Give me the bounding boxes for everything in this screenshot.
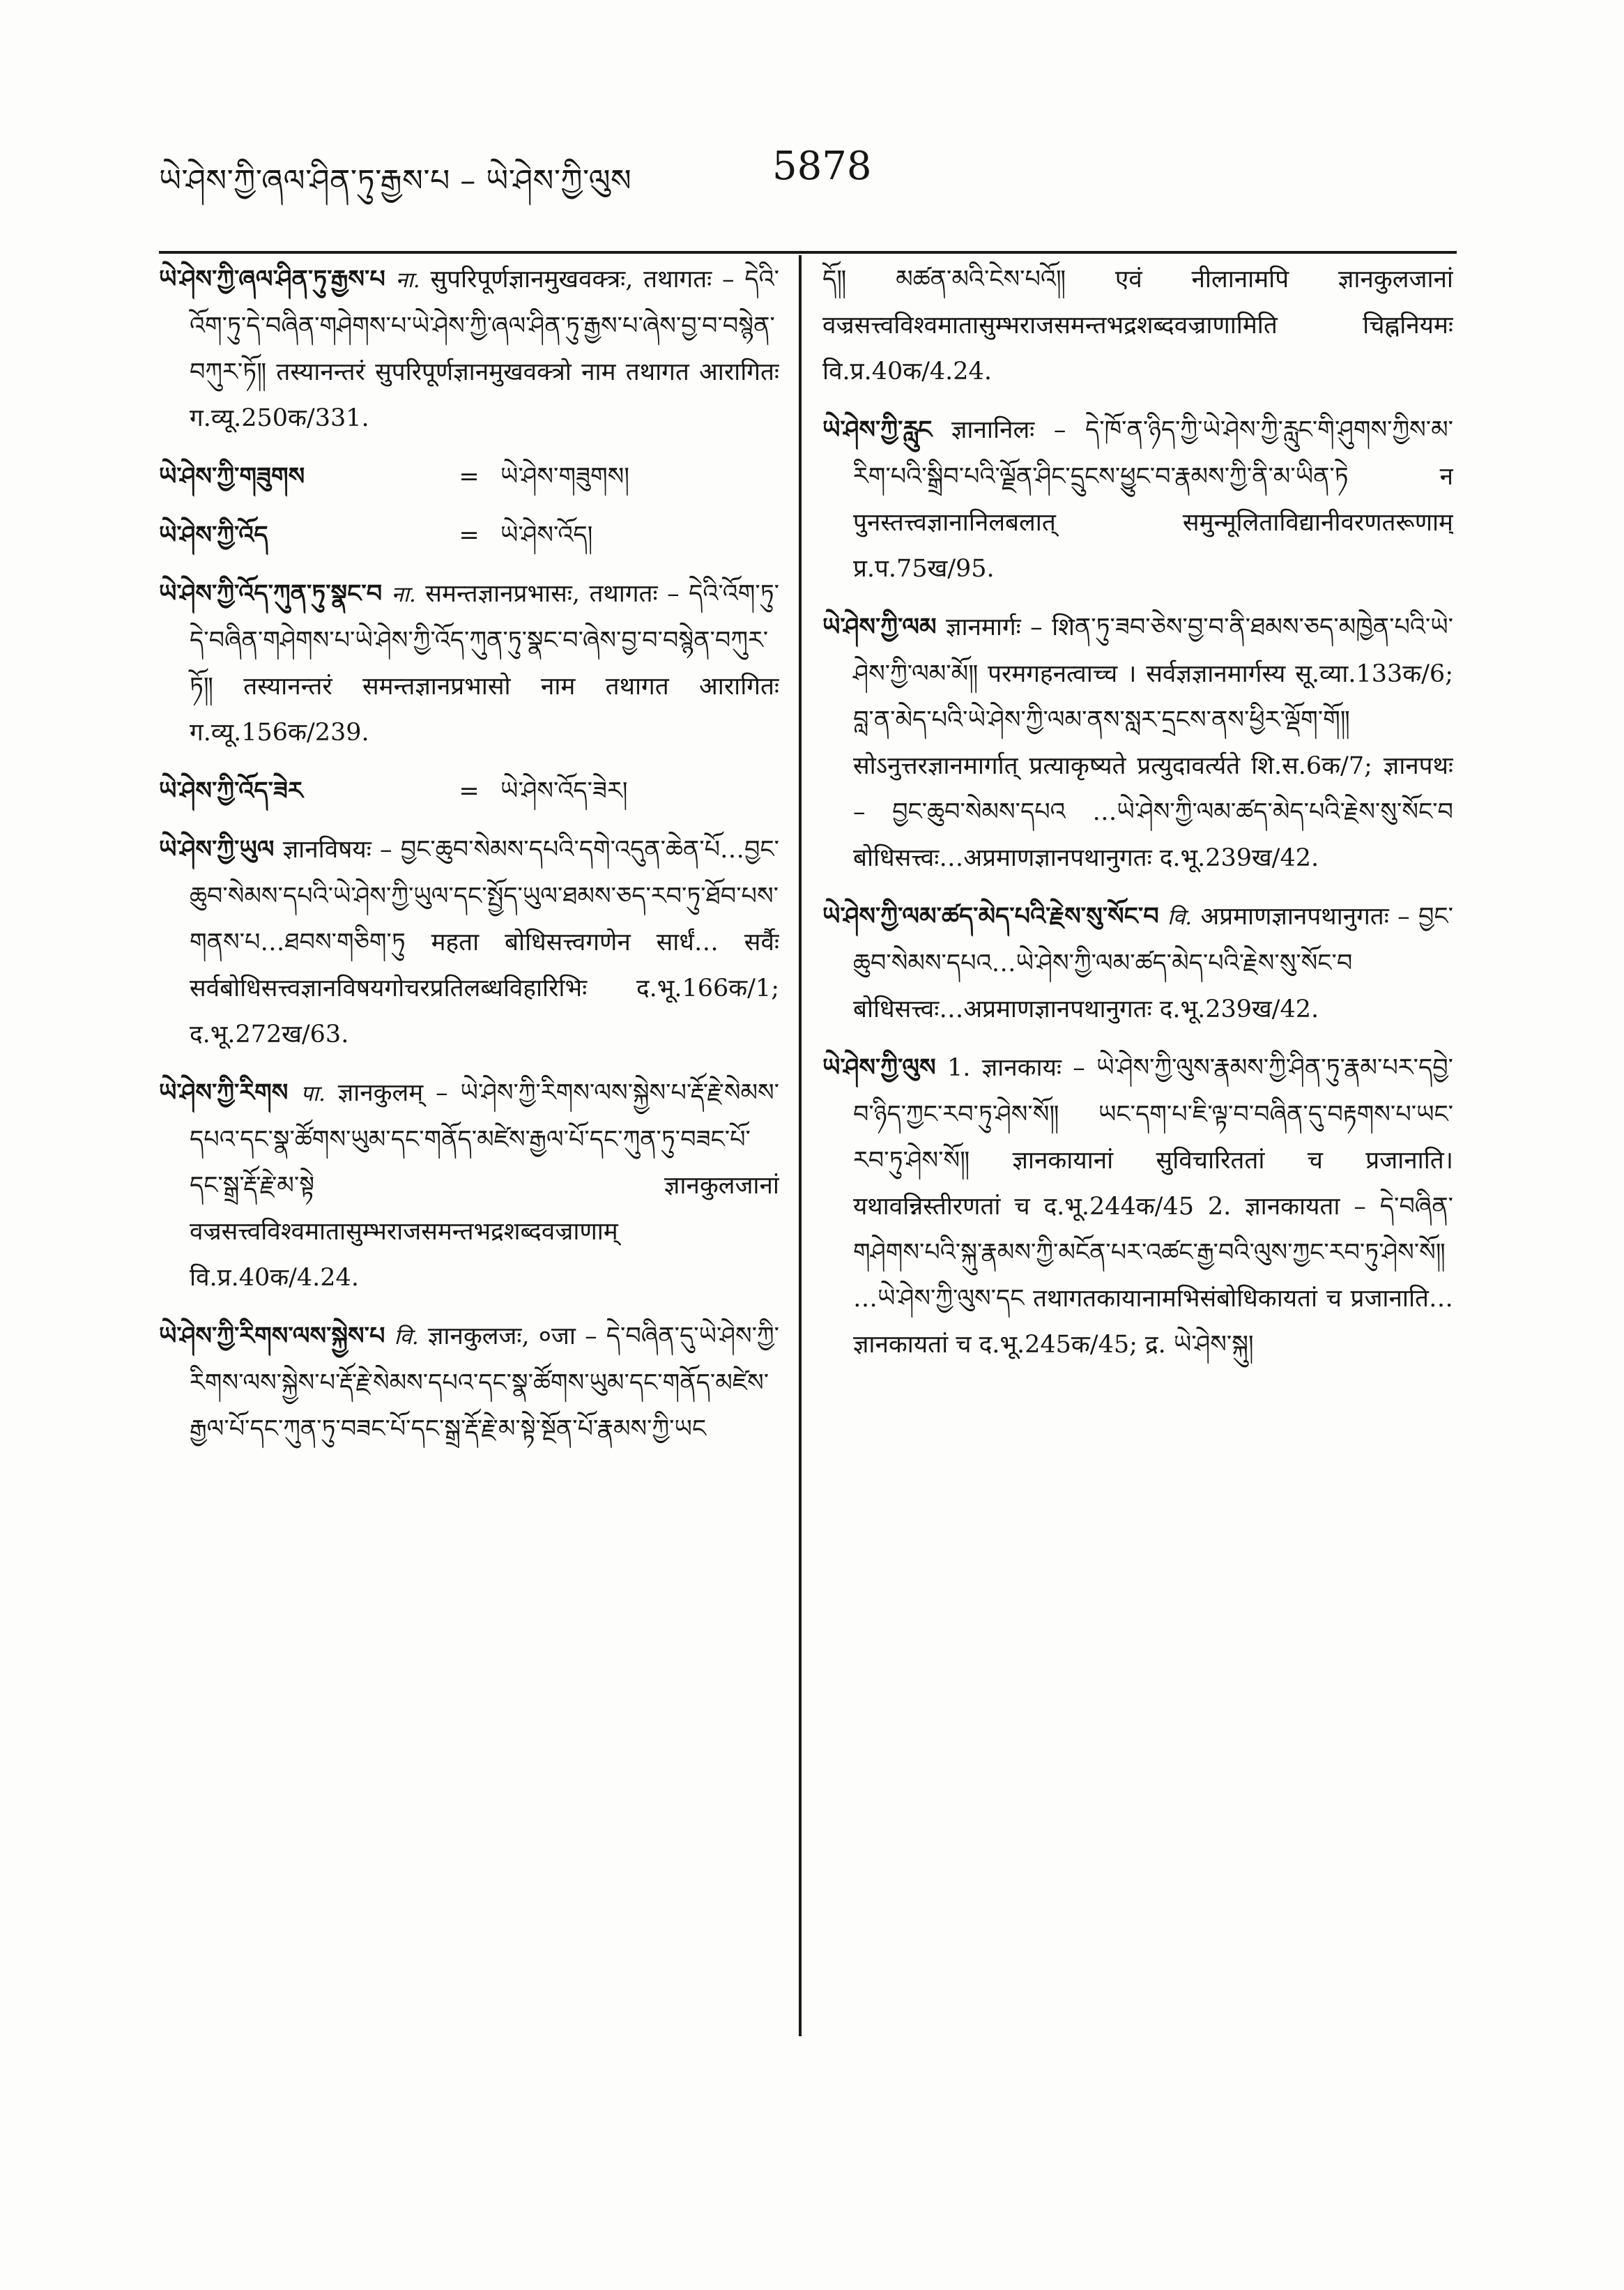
entry-headword: ཡེ་ཤེས་ཀྱི་འོད: [159, 521, 268, 549]
entry-body: सुपरिपूर्णज्ञानमुखवक्त्रः, तथागतः – དེའི་འོག་ཏུ་དེ་བཞིན་གཤེགས་པ་ཡེ་ཤེས་ཀྱི་ཞལ་ཤིན་ཏུ་རྒྱས་པ་ཞེས་བྱ་བ་བསྙེན་བཀུར་ཏོ༎ तस्यानन्तरं सुपरिपूर्णज्ञानमुखवक्त्रो नाम तथागत आरागितः ग.व्यू.250क/331.: [190, 266, 779, 432]
entry-headword: ཡེ་ཤེས་ཀྱི་ལམ: [822, 613, 937, 641]
dictionary-entry: [822, 604, 1453, 881]
entry-headword: ཡེ་ཤེས་ཀྱི་འོད་ཟེར: [159, 777, 303, 805]
entry-body: ज्ञानमार्गः – शिན་ཏུ་ཟབ་ཅེས་བྱ་བ་ནི་ཐམས་ཅད་མཁྱེན་པའི་ཡེ་ཤེས་ཀྱི་ལམ་མོ༎ परमगहनत्वाच्च । सर्वज्ञज्ञानमार्गस्य सू.व्या.133क/6; བླ་ན་མེད་པའི་ཡེ་ཤེས་ཀྱི་ལམ་ནས་སླར་དྲངས་ནས་ཕྱིར་ལྡོག་གོ༎ सोऽनुत्तरज्ञानमार्गात् प्रत्याकृष्यते प्रत्युदावर्त्यते शि.स.6क/7; ज्ञानपथः – བྱང་ཆུབ་སེམས་དཔའ …ཡེ་ཤེས་ཀྱི་ལམ་ཚད་མེད་པའི་རྗེས་སུ་སོང་བ बोधिसत्त्वः…अप्रमाणज्ञानपथानुगतः द.भू.239ख/42.: [853, 613, 1453, 872]
dictionary-entry: [159, 827, 779, 1058]
cross-reference-entry: [159, 512, 779, 558]
entry-headword: ཡེ་ཤེས་ཀྱི་རླུང: [822, 415, 933, 444]
entry-headword: ཡེ་ཤེས་ཀྱི་རིགས་ལས་སྐྱེས་པ: [159, 1322, 385, 1350]
entry-headword: ཡེ་ཤེས་ཀྱི་ལུས: [822, 1053, 936, 1082]
entry-body: ज्ञानकुलम् – ཡེ་ཤེས་ཀྱི་རིགས་ལས་སྐྱེས་པ་རྡོ་རྗེ་སེམས་དཔའ་དང་སྣ་ཚོགས་ཡུམ་དང་གནོད་མཛེས་རྒྱལ་པོ་དང་ཀུན་ཏུ་བཟང་པོ་དང་སྒྲ་རྡོ་རྗེ་མ་སྟེ ज्ञानकुलजानां वज्रसत्त्वविश्वमातासुम्भराजसमन्तभद्रशब्दवज्राणाम् वि.प्र.40क/4.24.: [190, 1079, 779, 1292]
entry-continuation: དོ༎ མཚན་མའི་ངེས་པའོ༎ एवं नीलानामपि ज्ञानकुलजानां वज्रसत्त्वविश्वमातासुम्भराजसमन्तभद्रशब्दवज्राणामिति चिह्ननियमः वि.प्र.40क/4.24.: [822, 266, 1453, 386]
right-column: [822, 257, 1453, 2069]
entry-body: ज्ञानकुलजः, ०जा – དེ་བཞིན་དུ་ཡེ་ཤེས་ཀྱི་རིགས་ལས་སྐྱེས་པ་རྡོ་རྗེ་སེམས་དཔའ་དང་སྣ་ཚོགས་ཡུམ་དང་གནོད་མཛེས་རྒྱལ་པོ་དང་ཀུན་ཏུ་བཟང་པོ་དང་སྒྲ་རྡོ་རྗེ་མ་སྟེ་སྔོན་པོ་རྣམས་ཀྱི་ཡང: [190, 1322, 779, 1443]
cross-reference-entry: [159, 454, 779, 500]
page-number: 5878: [772, 144, 872, 189]
dictionary-entry: [159, 1070, 779, 1301]
cross-reference-target: ཡེ་ཤེས་འོད་ཟེར།: [500, 777, 628, 805]
running-head: ཡེ་ཤེས་ཀྱི་ཞལ་ཤིན་ཏུ་རྒྱས་པ – ཡེ་ཤེས་ཀྱི་ལུས: [159, 163, 632, 199]
dictionary-entry: [822, 1045, 1453, 1368]
equals-sign: =: [459, 777, 480, 805]
column-divider: [799, 255, 802, 2036]
dictionary-entry: [159, 257, 779, 441]
grammar-label: वि.: [394, 1325, 419, 1350]
entry-headword: ཡེ་ཤེས་ཀྱི་འོད་ཀུན་ཏུ་སྣང་བ: [159, 579, 383, 608]
page-header: [159, 139, 1462, 202]
dictionary-entry: [822, 407, 1453, 592]
entry-body: ज्ञानविषयः – བྱང་ཆུབ་སེམས་དཔའི་དགེ་འདུན་ཆེན་པོ…བྱང་ཆུབ་སེམས་དཔའི་ཡེ་ཤེས་ཀྱི་ཡུལ་དང་སྤྱོད་ཡུལ་ཐམས་ཅད་རབ་ཏུ་ཐོབ་པས་གནས་པ…ཐབས་གཅིག་ཏུ महता बोधिसत्त्वगणेन सार्धं… सर्वैः सर्वबोधिसत्त्वज्ञानविषयगोचरप्रतिलब्धविहारिभिः द.भू.166क/1; द.भू.272ख/63.: [190, 836, 779, 1048]
cross-reference-target: ཡེ་ཤེས་གཟུགས།: [500, 463, 630, 491]
entry-body: 1. ज्ञानकायः – ཡེ་ཤེས་ཀྱི་ལུས་རྣམས་ཀྱི་ཤིན་ཏུ་རྣམ་པར་དབྱེ་བ་ཉིད་ཀྱང་རབ་ཏུ་ཤེས་སོ༎ ཡང་དག་པ་ཇི་ལྟ་བ་བཞིན་དུ་བརྟགས་པ་ཡང་རབ་ཏུ་ཤེས་སོ༎ ज्ञानकायानां सुविचारिततां च प्रजानाति। यथावन्निस्तीरणतां च द.भू.244क/45 2. ज्ञानकायता – དེ་བཞིན་གཤེགས་པའི་སྐུ་རྣམས་ཀྱི་མངོན་པར་འཚང་རྒྱ་བའི་ལུས་ཀྱང་རབ་ཏུ་ཤེས་སོ༎ …ཡེ་ཤེས་ཀྱི་ལུས་དང तथागतकायानामभिसंबोधिकायतां च प्रजानाति… ज्ञानकायतां च द.भू.245क/45; द्र. ཡེ་ཤེས་སྐུ།: [853, 1054, 1453, 1359]
cross-reference-target: ཡེ་ཤེས་འོད།: [500, 521, 593, 549]
header-rule: [159, 251, 1457, 254]
left-column: [159, 257, 779, 2069]
equals-sign: =: [459, 463, 480, 491]
entry-body: ज्ञानानिलः – དེ་ཁོ་ན་ཉིད་ཀྱི་ཡེ་ཤེས་ཀྱི་རླུང་གི་ཤུགས་ཀྱིས་མ་རིག་པའི་སྒྲིབ་པའི་ལྗོན་ཤིང་དྲུངས་ཕྱུང་བ་རྣམས་ཀྱི་ནི་མ་ཡིན་ཏེ न पुनस्तत्त्वज्ञानानिलबलात् समुन्मूलिताविद्यानीवरणतरूणाम् प्र.प.75ख/95.: [853, 416, 1453, 583]
equals-sign: =: [459, 521, 480, 549]
dictionary-entry: [822, 894, 1453, 1032]
cross-reference-entry: [159, 768, 779, 814]
entry-headword: ཡེ་ཤེས་ཀྱི་རིགས: [159, 1078, 289, 1107]
grammar-label: ना.: [391, 582, 416, 607]
grammar-label: वि.: [1167, 905, 1193, 930]
grammar-label: ना.: [395, 268, 420, 293]
entry-body: अप्रमाणज्ञानपथानुगतः – བྱང་ཆུབ་སེམས་དཔའ…ཡེ་ཤེས་ཀྱི་ལམ་ཚད་མེད་པའི་རྗེས་སུ་སོང་བ बोधिसत्त्वः…अप्रमाणज्ञानपथानुगतः द.भू.239ख/42.: [853, 903, 1453, 1023]
entry-body: समन्तज्ञानप्रभासः, तथागतः – དེའི་འོག་ཏུ་དེ་བཞིན་གཤེགས་པ་ཡེ་ཤེས་ཀྱི་འོད་ཀུན་ཏུ་སྣང་བ་ཞེས་བྱ་བ་བསྙེན་བཀུར་ཏོ༎ तस्यानन्तरं समन्तज्ञानप्रभासो नाम तथागत आरागितः ग.व्यू.156क/239.: [190, 580, 779, 747]
entry-headword: ཡེ་ཤེས་ཀྱི་གཟུགས: [159, 462, 305, 491]
dictionary-entry: [159, 571, 779, 756]
entry-headword: ཡེ་ཤེས་ཀྱི་ཞལ་ཤིན་ཏུ་རྒྱས་པ: [159, 265, 385, 293]
entry-headword: ཡེ་ཤེས་ཀྱི་ཡུལ: [159, 835, 275, 864]
grammar-label: पा.: [300, 1081, 325, 1106]
dictionary-entry: [159, 1313, 779, 1452]
entry-headword: ཡེ་ཤེས་ཀྱི་ལམ་ཚད་མེད་པའི་རྗེས་སུ་སོང་བ: [822, 902, 1159, 931]
